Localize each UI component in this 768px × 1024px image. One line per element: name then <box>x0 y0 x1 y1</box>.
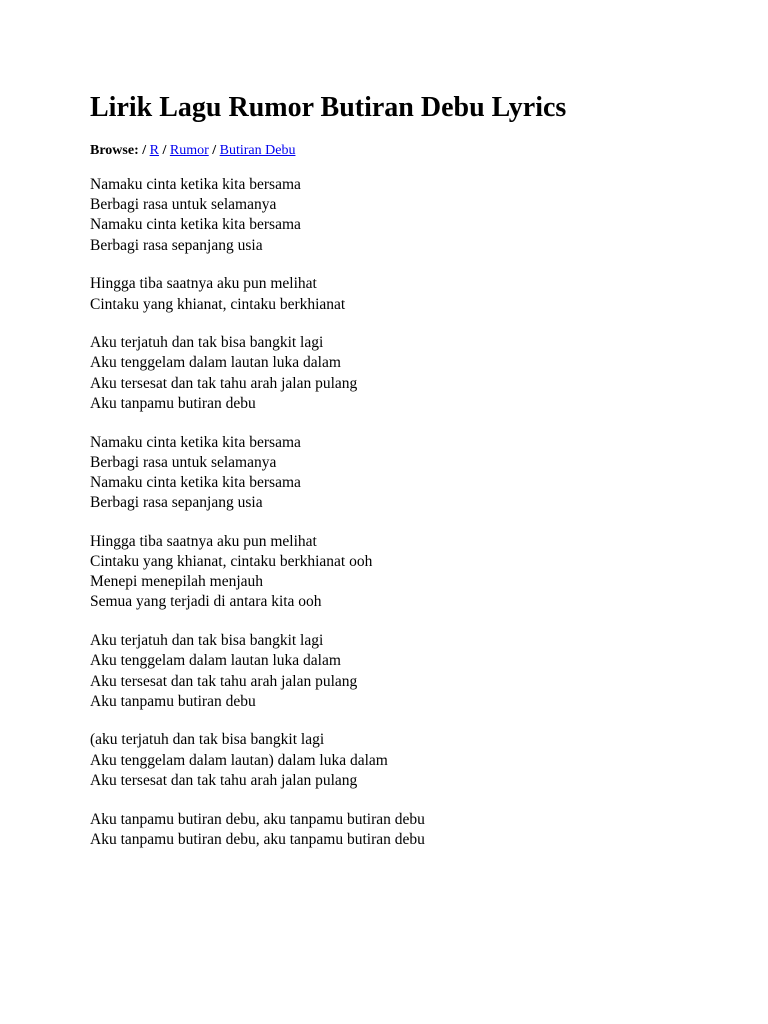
lyrics-stanza <box>90 175 730 256</box>
lyrics-stanza <box>90 532 730 613</box>
page-title: Lirik Lagu Rumor Butiran Debu Lyrics <box>90 92 567 123</box>
lyric-line: Berbagi rasa untuk selamanya <box>90 453 277 471</box>
breadcrumb-link-r[interactable]: R <box>149 143 159 158</box>
lyric-line: (aku terjatuh dan tak bisa bangkit lagi <box>90 731 325 749</box>
lyric-line: Berbagi rasa sepanjang usia <box>90 236 263 254</box>
lyric-line: Aku tersesat dan tak tahu arah jalan pulang <box>90 771 358 789</box>
lyric-line: Berbagi rasa sepanjang usia <box>90 494 263 512</box>
breadcrumb-link-rumor[interactable]: Rumor <box>169 143 209 158</box>
lyric-line: Namaku cinta ketika kita bersama <box>90 473 301 491</box>
lyric-line: Aku terjatuh dan tak bisa bangkit lagi <box>90 334 324 352</box>
lyric-line: Aku tersesat dan tak tahu arah jalan pulang <box>90 672 358 690</box>
lyric-line: Aku tanpamu butiran debu, aku tanpamu butiran debu <box>90 830 425 848</box>
lyric-line: Hingga tiba saatnya aku pun melihat <box>90 275 317 293</box>
breadcrumb-link-butiran-debu[interactable]: Butiran Debu <box>219 143 296 158</box>
lyric-line: Namaku cinta ketika kita bersama <box>90 216 301 234</box>
breadcrumb-separator: / <box>162 143 167 158</box>
lyric-line: Aku tanpamu butiran debu <box>90 394 256 412</box>
breadcrumb-label: Browse: <box>90 143 139 158</box>
breadcrumb-separator: / <box>212 143 217 158</box>
lyric-line: Hingga tiba saatnya aku pun melihat <box>90 532 317 550</box>
lyric-line: Aku tenggelam dalam lautan) dalam luka dalam <box>90 751 388 769</box>
lyrics-stanza <box>90 274 730 314</box>
lyric-line: Aku tanpamu butiran debu, aku tanpamu butiran debu <box>90 810 425 828</box>
lyric-line: Aku tenggelam dalam lautan luka dalam <box>90 652 341 670</box>
lyrics-body <box>90 175 730 850</box>
lyrics-stanza <box>90 333 730 414</box>
lyric-line: Semua yang terjadi di antara kita ooh <box>90 593 322 611</box>
lyric-line: Namaku cinta ketika kita bersama <box>90 176 301 193</box>
lyric-line: Aku tanpamu butiran debu <box>90 692 256 710</box>
lyric-line: Cintaku yang khianat, cintaku berkhianat ooh <box>90 553 373 571</box>
lyric-line: Aku terjatuh dan tak bisa bangkit lagi <box>90 632 324 650</box>
lyrics-stanza <box>90 631 730 712</box>
lyrics-stanza <box>90 730 730 791</box>
lyric-line: Aku tersesat dan tak tahu arah jalan pulang <box>90 374 358 392</box>
lyric-line: Menepi menepilah menjauh <box>90 573 264 591</box>
breadcrumb-separator: / <box>142 143 147 158</box>
lyrics-stanza <box>90 810 730 850</box>
lyric-line: Namaku cinta ketika kita bersama <box>90 433 301 451</box>
document-page <box>90 88 730 868</box>
lyric-line: Cintaku yang khianat, cintaku berkhianat <box>90 295 346 313</box>
breadcrumb <box>90 142 730 160</box>
lyric-line: Berbagi rasa untuk selamanya <box>90 196 277 214</box>
lyrics-stanza <box>90 433 730 514</box>
lyric-line: Aku tenggelam dalam lautan luka dalam <box>90 354 341 372</box>
